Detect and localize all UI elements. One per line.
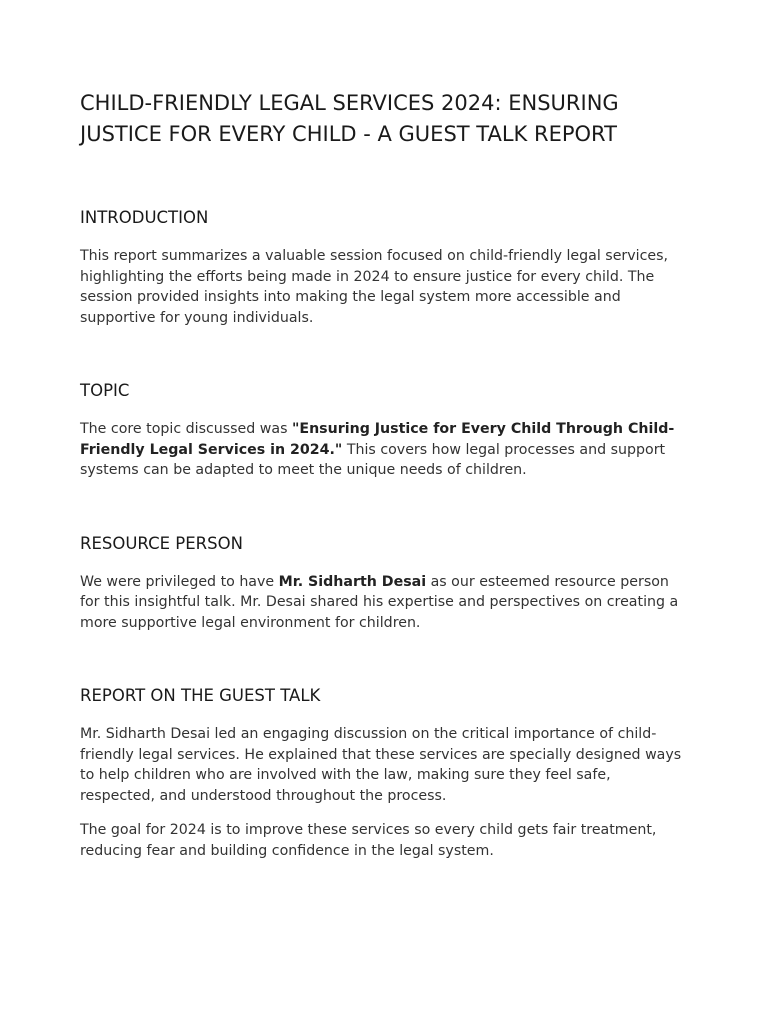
introduction-heading: INTRODUCTION bbox=[80, 208, 209, 227]
report-paragraph-2: The goal for 2024 is to improve these services so every child gets fair treatment, reducing fear and building confidence in the legal system. bbox=[80, 822, 657, 859]
resource-person-name: Mr. Sidharth Desai bbox=[278, 573, 427, 590]
report-paragraph-1: Mr. Sidharth Desai led an engaging discussion on the critical importance of child-friendly legal services. He explained that these services are specially designed ways to help children who are involved with the law, making sure they feel safe, respected, and understood throughout the process. bbox=[80, 726, 682, 804]
report-section bbox=[80, 685, 688, 861]
resource-person-paragraph bbox=[80, 572, 688, 634]
topic-section bbox=[80, 380, 688, 481]
topic-heading: TOPIC bbox=[80, 381, 130, 400]
resource-person-lead-text: We were privileged to have bbox=[80, 573, 279, 590]
resource-person-heading: RESOURCE PERSON bbox=[80, 533, 243, 553]
resource-person-section bbox=[80, 533, 688, 634]
topic-tail-text: This covers how legal processes and support systems can be adapted to meet the unique needs of children. bbox=[80, 441, 666, 478]
introduction-paragraph: This report summarizes a valuable session focused on child-friendly legal services, highlighting the efforts being made in 2024 to ensure justice for every child. The session provided insights into making the legal system more accessible and supportive for young individuals. bbox=[80, 248, 669, 326]
topic-paragraph bbox=[80, 419, 688, 481]
report-heading: REPORT ON THE GUEST TALK bbox=[80, 686, 321, 705]
introduction-section bbox=[80, 207, 688, 328]
topic-lead-text: The core topic discussed was bbox=[80, 421, 292, 437]
resource-person-tail-text: as our esteemed resource person for this insightful talk. Mr. Desai shared his expertise and perspectives on creating a more supportive legal environment for children. bbox=[80, 573, 679, 631]
topic-bold-text: "Ensuring Justice for Every Child Through Child-Friendly Legal Services in 2024." bbox=[80, 421, 675, 458]
document-title: CHILD-FRIENDLY LEGAL SERVICES 2024: ENSURING JUSTICE FOR EVERY CHILD - A GUEST TALK REPORT bbox=[80, 91, 619, 146]
